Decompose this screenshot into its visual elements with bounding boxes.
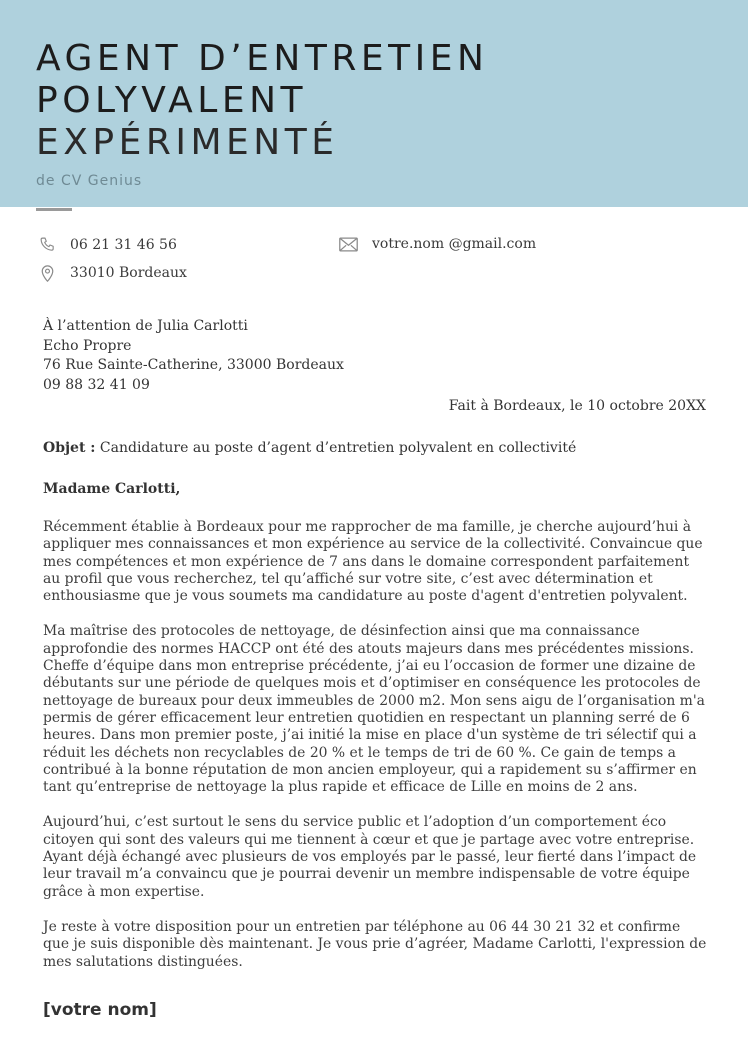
contact-phone (39, 236, 177, 253)
title-line-2: POLYVALENT (36, 80, 307, 121)
phone-number: 06 21 31 46 56 (70, 236, 177, 253)
email-address: votre.nom @gmail.com (372, 236, 537, 252)
subject-text: Candidature au poste d’agent d’entretien polyvalent en collectivité (95, 440, 577, 456)
recipient-block (43, 317, 344, 395)
header-divider (36, 208, 72, 211)
recipient-company: Echo Propre (43, 337, 132, 354)
phone-icon (39, 236, 56, 253)
title-line-3: EXPÉRIMENTÉ (36, 122, 339, 163)
document-title (36, 38, 488, 164)
letter-body (43, 519, 708, 989)
body-paragraph: Je reste à votre disposition pour un entretien par téléphone au 06 44 30 21 32 et confirme que je suis disponible dès maintenant. Je vous prie d’agréer, Madame Carlotti, l'expression de mes salutations distinguées. (43, 918, 707, 970)
contact-address (40, 264, 187, 282)
location-pin-icon (40, 264, 55, 282)
title-line-1: AGENT D’ENTRETIEN (36, 38, 489, 79)
recipient-address: 76 Rue Sainte-Catherine, 33000 Bordeaux (43, 357, 344, 373)
header-banner (0, 0, 748, 207)
recipient-phone: 09 88 32 41 09 (43, 376, 150, 393)
recipient-name: À l’attention de Julia Carlotti (43, 318, 248, 334)
document-subtitle: de CV Genius (36, 173, 143, 189)
contact-email (339, 236, 536, 252)
body-paragraph: Récemment établie à Bordeaux pour me rapprocher de ma famille, je cherche aujourd’hui à appliquer mes connaissances et mon expérience au service de la collectivité. Convaincue que mes compétences et mon expérience de 7 ans dans le domaine correspondent parfaitement au profil que vous recherchez, tel qu’affiché sur votre site, c’est avec détermination et enthousiasme que je vous soumets ma candidature au poste d'agent d'entretien polyvalent. (43, 519, 703, 605)
subject-label: Objet : (43, 440, 96, 456)
signature: [votre nom] (43, 1000, 157, 1020)
body-paragraph: Ma maîtrise des protocoles de nettoyage, de désinfection ainsi que ma connaissance approfondie des normes HACCP ont été des atouts majeurs dans mes précédentes missions. Cheffe d’équipe dans mon entreprise précédente, j’ai eu l’occasion de former une dizaine de débutants sur une période de quelques mois et d’optimiser en conséquence les protocoles de nettoyage de bureaux pour deux immeubles de 2000 m2. Mon sens aigu de l’organisation m'a permis de gérer efficacement leur entretien quotidien en respectant un planning serré de 6 heures. Dans mon premier poste, j’ai initié la mise en place d'un système de tri sélectif qui a réduit les déchets non recyclables de 20 % et le temps de tri de 60 %. Ce gain de temps a contribué à la bonne réputation de mon ancien employeur, qui a rapidement su s’affirmer en tant qu’entreprise de nettoyage la plus rapide et efficace de Lille en moins de 2 ans. (43, 623, 705, 796)
salutation: Madame Carlotti, (43, 481, 181, 497)
envelope-icon (339, 237, 358, 252)
letter-subject (43, 440, 576, 456)
letter-date: Fait à Bordeaux, le 10 octobre 20XX (448, 398, 706, 414)
body-paragraph: Aujourd’hui, c’est surtout le sens du service public et l’adoption d’un comportement éco citoyen qui sont des valeurs qui me tiennent à cœur et que je partage avec votre entreprise. Ayant déjà échangé avec plusieurs de vos employés par le passé, leur fierté dans l’impact de leur travail m’a convaincu que je pourrai devenir un membre indispensable de votre équipe grâce à mon expertise. (43, 814, 697, 900)
address-text: 33010 Bordeaux (70, 265, 187, 281)
